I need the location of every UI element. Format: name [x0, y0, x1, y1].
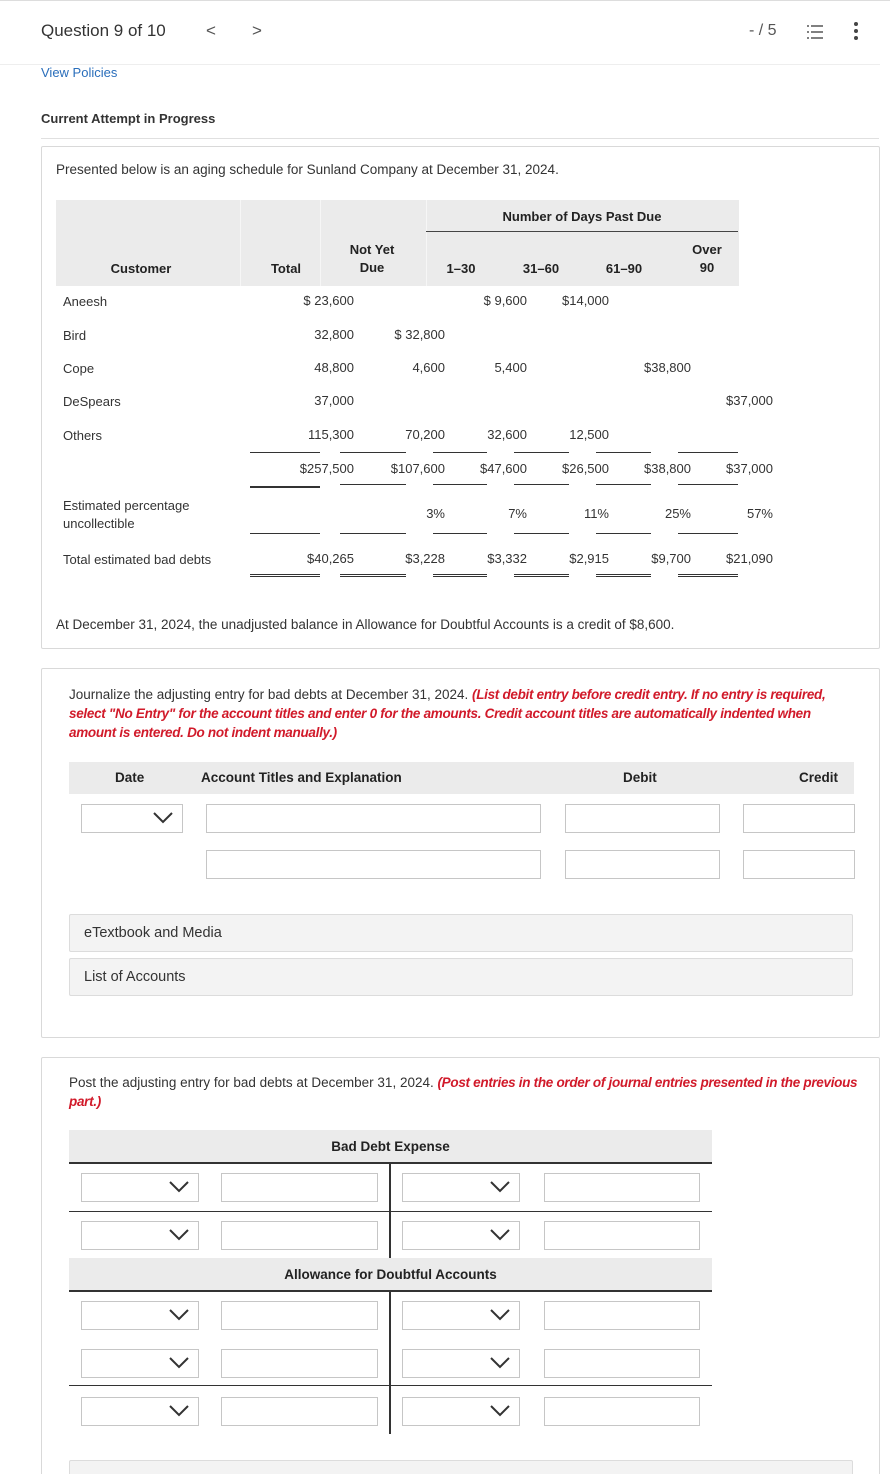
attempt-status: Current Attempt in Progress	[41, 111, 216, 126]
posting-panel	[41, 1057, 880, 1474]
cell-total: 37,000	[314, 393, 354, 408]
bad-not-yet-due: $3,228	[405, 551, 445, 566]
credit-input[interactable]	[743, 804, 855, 833]
col-header-total: Total	[270, 261, 302, 276]
chevron-down-icon	[152, 810, 174, 826]
customer-name: Bird	[63, 328, 87, 343]
chevron-down-icon	[489, 1403, 511, 1419]
pct-label-line1: Estimated percentage	[63, 498, 190, 513]
double-underline	[250, 574, 320, 577]
journal-entry-panel	[41, 668, 880, 1038]
aging-schedule-table	[56, 200, 773, 580]
double-underline	[433, 574, 487, 577]
debit-amount-input[interactable]	[221, 1397, 378, 1426]
underline	[514, 452, 569, 453]
t-account-row-separator	[69, 1211, 712, 1212]
debit-amount-input[interactable]	[221, 1301, 378, 1330]
double-underline	[596, 574, 651, 577]
credit-date-select[interactable]	[402, 1397, 520, 1426]
divider	[41, 138, 879, 139]
underline	[340, 452, 406, 453]
col-header-not-yet-due-line1: Not Yet	[349, 242, 395, 257]
pct-over-90: 57%	[746, 506, 773, 521]
underline	[250, 452, 320, 453]
debit-amount-input[interactable]	[221, 1173, 378, 1202]
chevron-down-icon	[489, 1307, 511, 1323]
col-header-account: Account Titles and Explanation	[201, 770, 402, 785]
col-header-not-yet-due-line2: Due	[359, 260, 385, 275]
debit-date-select[interactable]	[81, 1301, 199, 1330]
total-1-30: $47,600	[480, 461, 527, 476]
total-over-90: $37,000	[726, 461, 773, 476]
top-bar	[0, 0, 890, 64]
view-policies-link[interactable]: View Policies	[41, 65, 118, 80]
posting-instructions	[69, 1073, 859, 1111]
pct-label	[63, 497, 189, 533]
cell-61-90: $38,800	[644, 360, 691, 375]
pct-31-60: 11%	[583, 506, 609, 521]
underline	[596, 533, 651, 534]
credit-amount-input[interactable]	[544, 1301, 700, 1330]
cell-not-yet-due: 70,200	[405, 427, 445, 442]
next-question-button[interactable]: >	[252, 21, 262, 40]
customer-name: Cope	[63, 361, 95, 376]
credit-input[interactable]	[743, 850, 855, 879]
underline-thick	[250, 486, 320, 488]
underline	[340, 533, 406, 534]
underline	[514, 533, 569, 534]
underline	[433, 533, 487, 534]
underline	[596, 452, 651, 453]
debit-date-select[interactable]	[81, 1349, 199, 1378]
underline	[678, 452, 738, 453]
t-account-divider	[389, 1292, 391, 1434]
journal-instructions	[69, 685, 859, 742]
credit-date-select[interactable]	[402, 1349, 520, 1378]
pct-1-30: 7%	[508, 506, 527, 521]
problem-intro: Presented below is an aging schedule for Sunland Company at December 31, 2024.	[56, 162, 559, 177]
col-header-not-yet-due	[328, 241, 416, 277]
credit-amount-input[interactable]	[544, 1221, 700, 1250]
header-separator	[240, 200, 241, 286]
date-select[interactable]	[81, 804, 183, 833]
bad-over-90: $21,090	[726, 551, 773, 566]
total-not-yet-due: $107,600	[390, 461, 445, 476]
double-underline	[678, 574, 738, 577]
question-list-icon[interactable]	[806, 23, 824, 41]
chevron-down-icon	[168, 1355, 190, 1371]
debit-amount-input[interactable]	[221, 1221, 378, 1250]
allowance-balance-text: At December 31, 2024, the unadjusted balance in Allowance for Doubtful Accounts is a credit of $8,600.	[56, 617, 675, 632]
customer-name: Others	[63, 428, 103, 443]
underline	[250, 533, 320, 534]
t-account-header-bad-debt-expense: Bad Debt Expense	[69, 1130, 712, 1164]
total-total: $257,500	[299, 461, 354, 476]
etextbook-media-button[interactable]	[69, 914, 853, 952]
chevron-down-icon	[489, 1179, 511, 1195]
underline	[514, 484, 569, 485]
col-header-61-90: 61–90	[605, 261, 643, 276]
cell-total: 48,800	[314, 360, 354, 375]
more-options-icon[interactable]	[852, 21, 860, 41]
underline	[433, 452, 487, 453]
debit-date-select[interactable]	[81, 1221, 199, 1250]
col-header-date: Date	[115, 770, 145, 785]
chevron-down-icon	[168, 1307, 190, 1323]
col-header-over-90-line2: 90	[699, 260, 715, 275]
col-header-credit: Credit	[799, 770, 839, 785]
bad-61-90: $9,700	[651, 551, 691, 566]
credit-amount-input[interactable]	[544, 1173, 700, 1202]
chevron-down-icon	[489, 1227, 511, 1243]
credit-date-select[interactable]	[402, 1301, 520, 1330]
pct-not-yet-due: 3%	[426, 506, 445, 521]
credit-date-select[interactable]	[402, 1221, 520, 1250]
underline	[433, 484, 487, 485]
score-display: - / 5	[749, 22, 777, 39]
debit-amount-input[interactable]	[221, 1349, 378, 1378]
posting-instructions-text: Post the adjusting entry for bad debts at December 31, 2024.	[69, 1075, 438, 1090]
pct-label-line2: uncollectible	[63, 516, 135, 531]
cell-1-30: 5,400	[494, 360, 527, 375]
double-underline	[340, 574, 406, 577]
chevron-down-icon	[168, 1227, 190, 1243]
journal-instructions-text: Journalize the adjusting entry for bad debts at December 31, 2024.	[69, 687, 472, 702]
question-counter: Question 9 of 10	[41, 21, 166, 40]
top-divider	[0, 64, 880, 65]
underline	[678, 533, 738, 534]
col-header-customer: Customer	[110, 261, 172, 276]
list-of-accounts-label: List of Accounts	[84, 969, 186, 985]
list-of-accounts-button[interactable]	[69, 958, 853, 996]
customer-name: DeSpears	[63, 394, 121, 409]
col-header-1-30: 1–30	[446, 261, 476, 276]
credit-date-select[interactable]	[402, 1173, 520, 1202]
cell-total: 32,800	[314, 327, 354, 342]
cell-31-60: 12,500	[569, 427, 609, 442]
chevron-down-icon	[168, 1179, 190, 1195]
bad-debts-label: Total estimated bad debts	[63, 552, 212, 567]
customer-name: Aneesh	[63, 294, 108, 309]
cell-over-90: $37,000	[726, 393, 773, 408]
cell-1-30: $ 9,600	[483, 293, 527, 308]
days-past-due-group-header: Number of Days Past Due	[426, 206, 738, 232]
problem-panel	[41, 146, 880, 649]
debit-input[interactable]	[565, 804, 720, 833]
cell-not-yet-due: 4,600	[412, 360, 445, 375]
posting-instructions-note: (Post entries in the order of journal entries presented in the previous part.)	[69, 1075, 858, 1109]
etextbook-media-label: eTextbook and Media	[84, 925, 222, 941]
col-header-31-60: 31–60	[522, 261, 560, 276]
previous-question-button[interactable]: <	[206, 21, 216, 40]
col-header-over-90-line1: Over	[692, 242, 722, 257]
double-underline	[514, 574, 569, 577]
chevron-down-icon	[168, 1403, 190, 1419]
cell-total: 115,300	[307, 427, 354, 442]
cell-total: $ 23,600	[303, 293, 354, 308]
debit-date-select[interactable]	[81, 1173, 199, 1202]
debit-date-select[interactable]	[81, 1397, 199, 1426]
debit-input[interactable]	[565, 850, 720, 879]
cell-1-30: 32,600	[487, 427, 527, 442]
total-31-60: $26,500	[562, 461, 609, 476]
credit-amount-input[interactable]	[544, 1349, 700, 1378]
total-61-90: $38,800	[644, 461, 691, 476]
pct-61-90: 25%	[664, 506, 691, 521]
underline	[678, 484, 738, 485]
t-account-header-allowance: Allowance for Doubtful Accounts	[69, 1258, 712, 1292]
cell-not-yet-due: $ 32,800	[394, 327, 445, 342]
col-header-debit: Debit	[623, 770, 657, 785]
etextbook-media-button-partial[interactable]	[69, 1460, 853, 1474]
t-account-row-separator	[69, 1385, 712, 1386]
chevron-down-icon	[489, 1355, 511, 1371]
journal-instructions-note: (List debit entry before credit entry. If no entry is required, select "No Entry" for the account titles and enter 0 for the amounts. Credit account titles are automatically indented when amount is entered. Do not indent manually.)	[69, 687, 826, 740]
bad-31-60: $2,915	[569, 551, 609, 566]
account-title-input[interactable]	[206, 850, 541, 879]
underline	[340, 484, 406, 485]
underline	[596, 484, 651, 485]
credit-amount-input[interactable]	[544, 1397, 700, 1426]
journal-table-header	[69, 762, 854, 794]
account-title-input[interactable]	[206, 804, 541, 833]
col-header-over-90	[676, 241, 738, 277]
cell-31-60: $14,000	[562, 293, 609, 308]
bad-total: $40,265	[307, 551, 354, 566]
bad-1-30: $3,332	[487, 551, 527, 566]
